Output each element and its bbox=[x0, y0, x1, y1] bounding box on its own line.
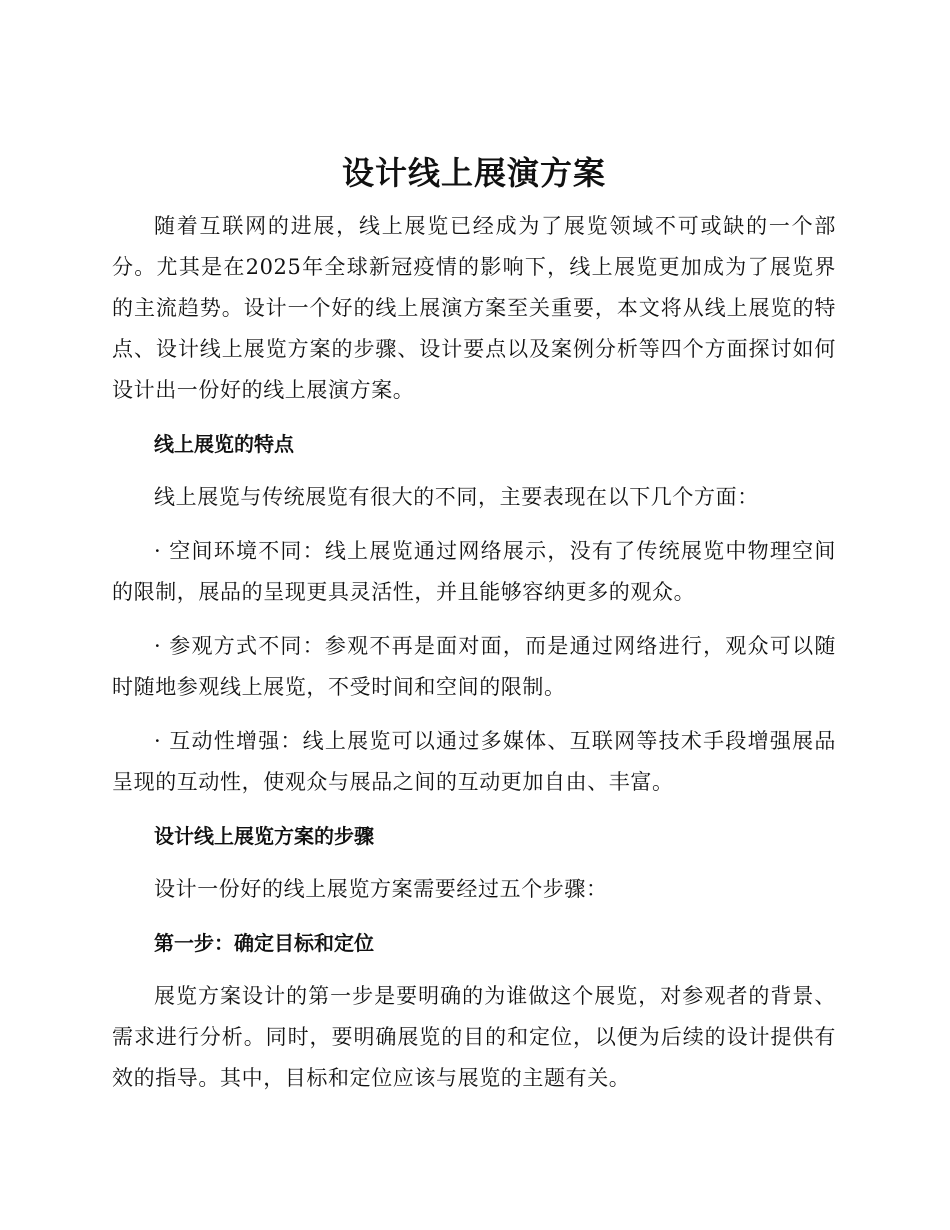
step1-paragraph: 展览方案设计的第一步是要明确的为谁做这个展览，对参观者的背景、需求进行分析。同时，要明确展览的目的和定位，以便为后续的设计提供有效的指导。其中，目标和定位应该与展览的主题有关。 bbox=[112, 984, 836, 1090]
bullet-space-environment: · 空间环境不同：线上展览通过网络展示，没有了传统展览中物理空间的限制，展品的呈现更具灵活性，并且能够容纳更多的观众。 bbox=[112, 539, 836, 604]
steps-lead-paragraph: 设计一份好的线上展览方案需要经过五个步骤： bbox=[154, 877, 608, 901]
section-heading-features: 线上展览的特点 bbox=[154, 432, 294, 456]
bullet-visit-method: · 参观方式不同：参观不再是面对面，而是通过网络进行，观众可以随时随地参观线上展览，不受时间和空间的限制。 bbox=[112, 634, 836, 699]
section-heading-steps: 设计线上展览方案的步骤 bbox=[154, 824, 374, 848]
features-lead-paragraph: 线上展览与传统展览有很大的不同，主要表现在以下几个方面： bbox=[154, 485, 759, 509]
step1-heading: 第一步：确定目标和定位 bbox=[154, 931, 374, 955]
document-page bbox=[112, 150, 836, 1099]
intro-paragraph: 随着互联网的进展，线上展览已经成为了展览领域不可或缺的一个部分。尤其是在2025年全球新冠疫情的影响下，线上展览更加成为了展览界的主流趋势。设计一个好的线上展演方案至关重要，本文将从线上展览的特点、设计线上展览方案的步骤、设计要点以及案例分析等四个方面探讨如何设计出一份好的线上展演方案。 bbox=[112, 214, 836, 402]
document-title: 设计线上展演方案 bbox=[341, 154, 606, 192]
bullet-interactivity: · 互动性增强：线上展览可以通过多媒体、互联网等技术手段增强展品呈现的互动性，使观众与展品之间的互动更加自由、丰富。 bbox=[112, 729, 836, 794]
